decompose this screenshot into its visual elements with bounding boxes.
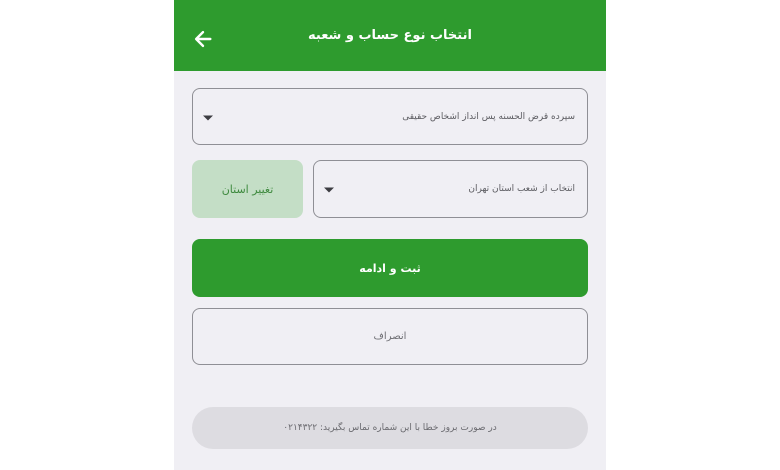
branch-value: انتخاب از شعب استان تهران: [468, 184, 575, 194]
branch-select[interactable]: [313, 160, 588, 218]
help-contact-text: در صورت بروز خطا با این شماره تماس بگیرید: ۰۲۱۴۳۲۲: [192, 407, 588, 449]
app-bar: [174, 0, 606, 71]
account-type-value: سپرده قرض الحسنه پس انداز اشخاص حقیقی: [402, 111, 575, 122]
dropdown-arrow-icon: [324, 188, 334, 193]
change-province-button[interactable]: تغییر استان: [192, 160, 303, 218]
app-screen: [174, 0, 606, 470]
account-type-select[interactable]: [192, 88, 588, 145]
submit-continue-button[interactable]: ثبت و ادامه: [192, 239, 588, 297]
dropdown-arrow-icon: [203, 115, 213, 120]
page-title: انتخاب نوع حساب و شعبه: [308, 28, 472, 43]
cancel-button[interactable]: انصراف: [192, 308, 588, 365]
